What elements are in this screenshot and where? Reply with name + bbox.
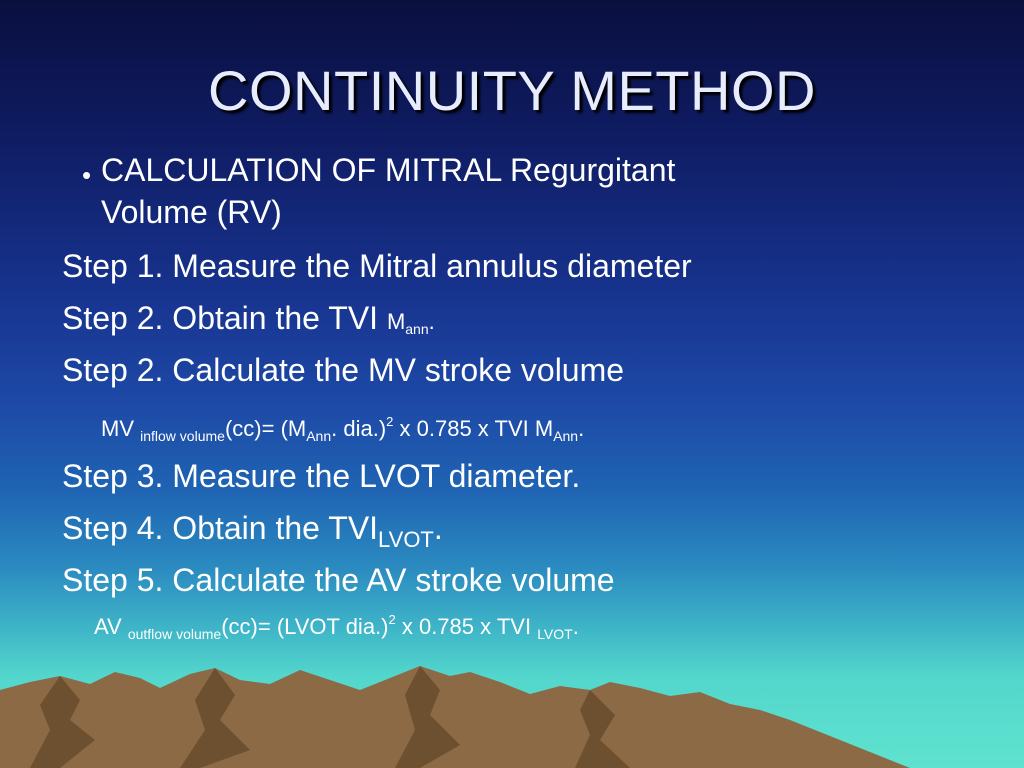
slide-title: CONTINUITY METHOD [208,59,816,122]
mv-formula-part: (cc)= (M [224,416,307,441]
step-2-tvi-sub-ann: ann [405,321,429,337]
step-2-tvi-end: . [428,309,435,334]
mv-formula [101,414,584,444]
mv-formula-sub: Ann [306,428,332,444]
bullet-line-2: Volume (RV) [101,194,282,230]
bullet-marker: • [82,160,92,190]
step-4-sub: LVOT [378,527,434,552]
step-2-tvi-text: Step 2. Obtain the TVI [62,300,387,336]
step-2-tvi-sub-m: M [386,309,406,334]
step-2-tvi [62,300,435,337]
step-4-end: . [433,510,443,546]
mv-formula-part: . [578,416,585,441]
step-5: Step 5. Calculate the AV stroke volume [62,562,615,598]
mv-formula-part: . dia.) [331,416,387,441]
step-2-mv: Step 2. Calculate the MV stroke volume [62,352,625,388]
mv-formula-sub: Ann [553,428,579,444]
step-1: Step 1. Measure the Mitral annulus diameter [62,248,692,284]
av-formula [94,612,579,642]
mv-formula-part: MV [101,416,141,441]
av-formula-sup: 2 [388,612,396,627]
bullet-line-1: CALCULATION OF MITRAL Regurgitant [101,152,676,188]
mountain-range-graphic [0,660,1024,768]
step-4 [62,510,443,553]
mv-formula-sup: 2 [386,414,394,429]
mv-formula-part: x 0.785 x TVI M [393,416,554,441]
av-formula-part: AV [94,614,128,639]
mountain-range [0,666,910,768]
av-formula-part: . [572,614,579,639]
av-formula-part: (cc)= (LVOT dia.) [221,614,389,639]
step-3: Step 3. Measure the LVOT diameter. [62,458,581,494]
av-formula-part: x 0.785 x TVI [395,614,538,639]
step-4-text: Step 4. Obtain the TVI [62,510,379,546]
av-formula-sub: LVOT [537,626,573,642]
av-formula-sub: outflow volume [127,626,222,642]
mv-formula-sub: inflow volume [140,428,225,444]
